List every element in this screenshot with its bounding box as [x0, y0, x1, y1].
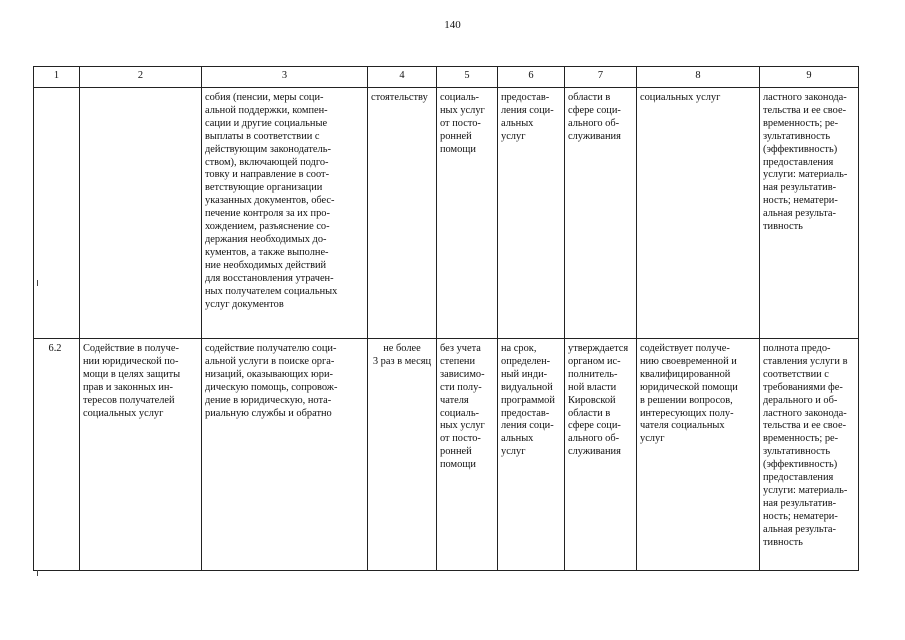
column-header: 9: [760, 67, 859, 88]
indicator-cell: содействует получе- нию своевременной и квалифицированной юридической помощи в решении вопросов, интересующих полу- чателя социальных услуг: [637, 339, 760, 571]
column-header: 7: [565, 67, 637, 88]
column-number-row: [34, 67, 859, 88]
scan-mark: [37, 570, 38, 576]
scan-mark: [37, 280, 38, 286]
row-number-cell: [34, 88, 80, 339]
column-header: 3: [202, 67, 368, 88]
service-name-cell: Содействие в получе- нии юридической по- мощи в целях защиты прав и законных ин- тересов получателей социальных услуг: [80, 339, 202, 571]
table-row: [34, 88, 859, 339]
tariff-cell: утверждается органом ис- полнитель- ной власти Кировской области в сфере соци- ального об- служивания: [565, 339, 637, 571]
tariff-cell: области в сфере соци- ального об- служивания: [565, 88, 637, 339]
quality-criteria-cell: ластного законода- тельства и ее свое- временность; ре- зультативность (эффективность) предоставления услуги: материаль- ная результатив- ность; нематери- альная результа- тивность: [760, 88, 859, 339]
service-description-cell: собия (пенсии, меры соци- альной поддержки, компен- сации и другие социальные выплаты в соответствии с действующим законодатель- ством), включающей подго- товку и направление в соот- ветствующие организации указанных документов, обес- печение контроля за их про- хождением, разъяснение со- держания необходимых до- кументов, а также выполне- ние необходимых действий для восстановления утрачен- ных получателем социальных услуг документов: [202, 88, 368, 339]
page-number: 140: [444, 19, 461, 31]
column-header: 2: [80, 67, 202, 88]
volume-cell: не более 3 раз в месяц: [368, 339, 437, 571]
services-table: [33, 66, 859, 571]
column-header: 1: [34, 67, 80, 88]
column-header: 8: [637, 67, 760, 88]
service-description-cell: содействие получателю соци- альной услуги в поиске орга- низаций, оказывающих юри- дическую помощь, сопровож- дение в юридическую, нота- риальную службы и обратно: [202, 339, 368, 571]
table-row: [34, 339, 859, 571]
condition-cell: без учета степени зависимо- сти полу- чателя социаль- ных услуг от посто- ронней помощи: [437, 339, 498, 571]
service-name-cell: [80, 88, 202, 339]
row-number-cell: 6.2: [34, 339, 80, 571]
column-header: 6: [498, 67, 565, 88]
volume-cell: стоятельству: [368, 88, 437, 339]
term-cell: на срок, определен- ный инди- видуальной программой предостав- ления соци- альных услуг: [498, 339, 565, 571]
indicator-cell: социальных услуг: [637, 88, 760, 339]
quality-criteria-cell: полнота предо- ставления услуги в соответствии с требованиями фе- дерального и об- ластного законода- тельства и ее свое- временность; ре- зультативность (эффективность) предоставления услуги: материаль- ная результатив- ность; нематери- альная результа- тивность: [760, 339, 859, 571]
term-cell: предостав- ления соци- альных услуг: [498, 88, 565, 339]
condition-cell: социаль- ных услуг от посто- ронней помощи: [437, 88, 498, 339]
column-header: 5: [437, 67, 498, 88]
column-header: 4: [368, 67, 437, 88]
